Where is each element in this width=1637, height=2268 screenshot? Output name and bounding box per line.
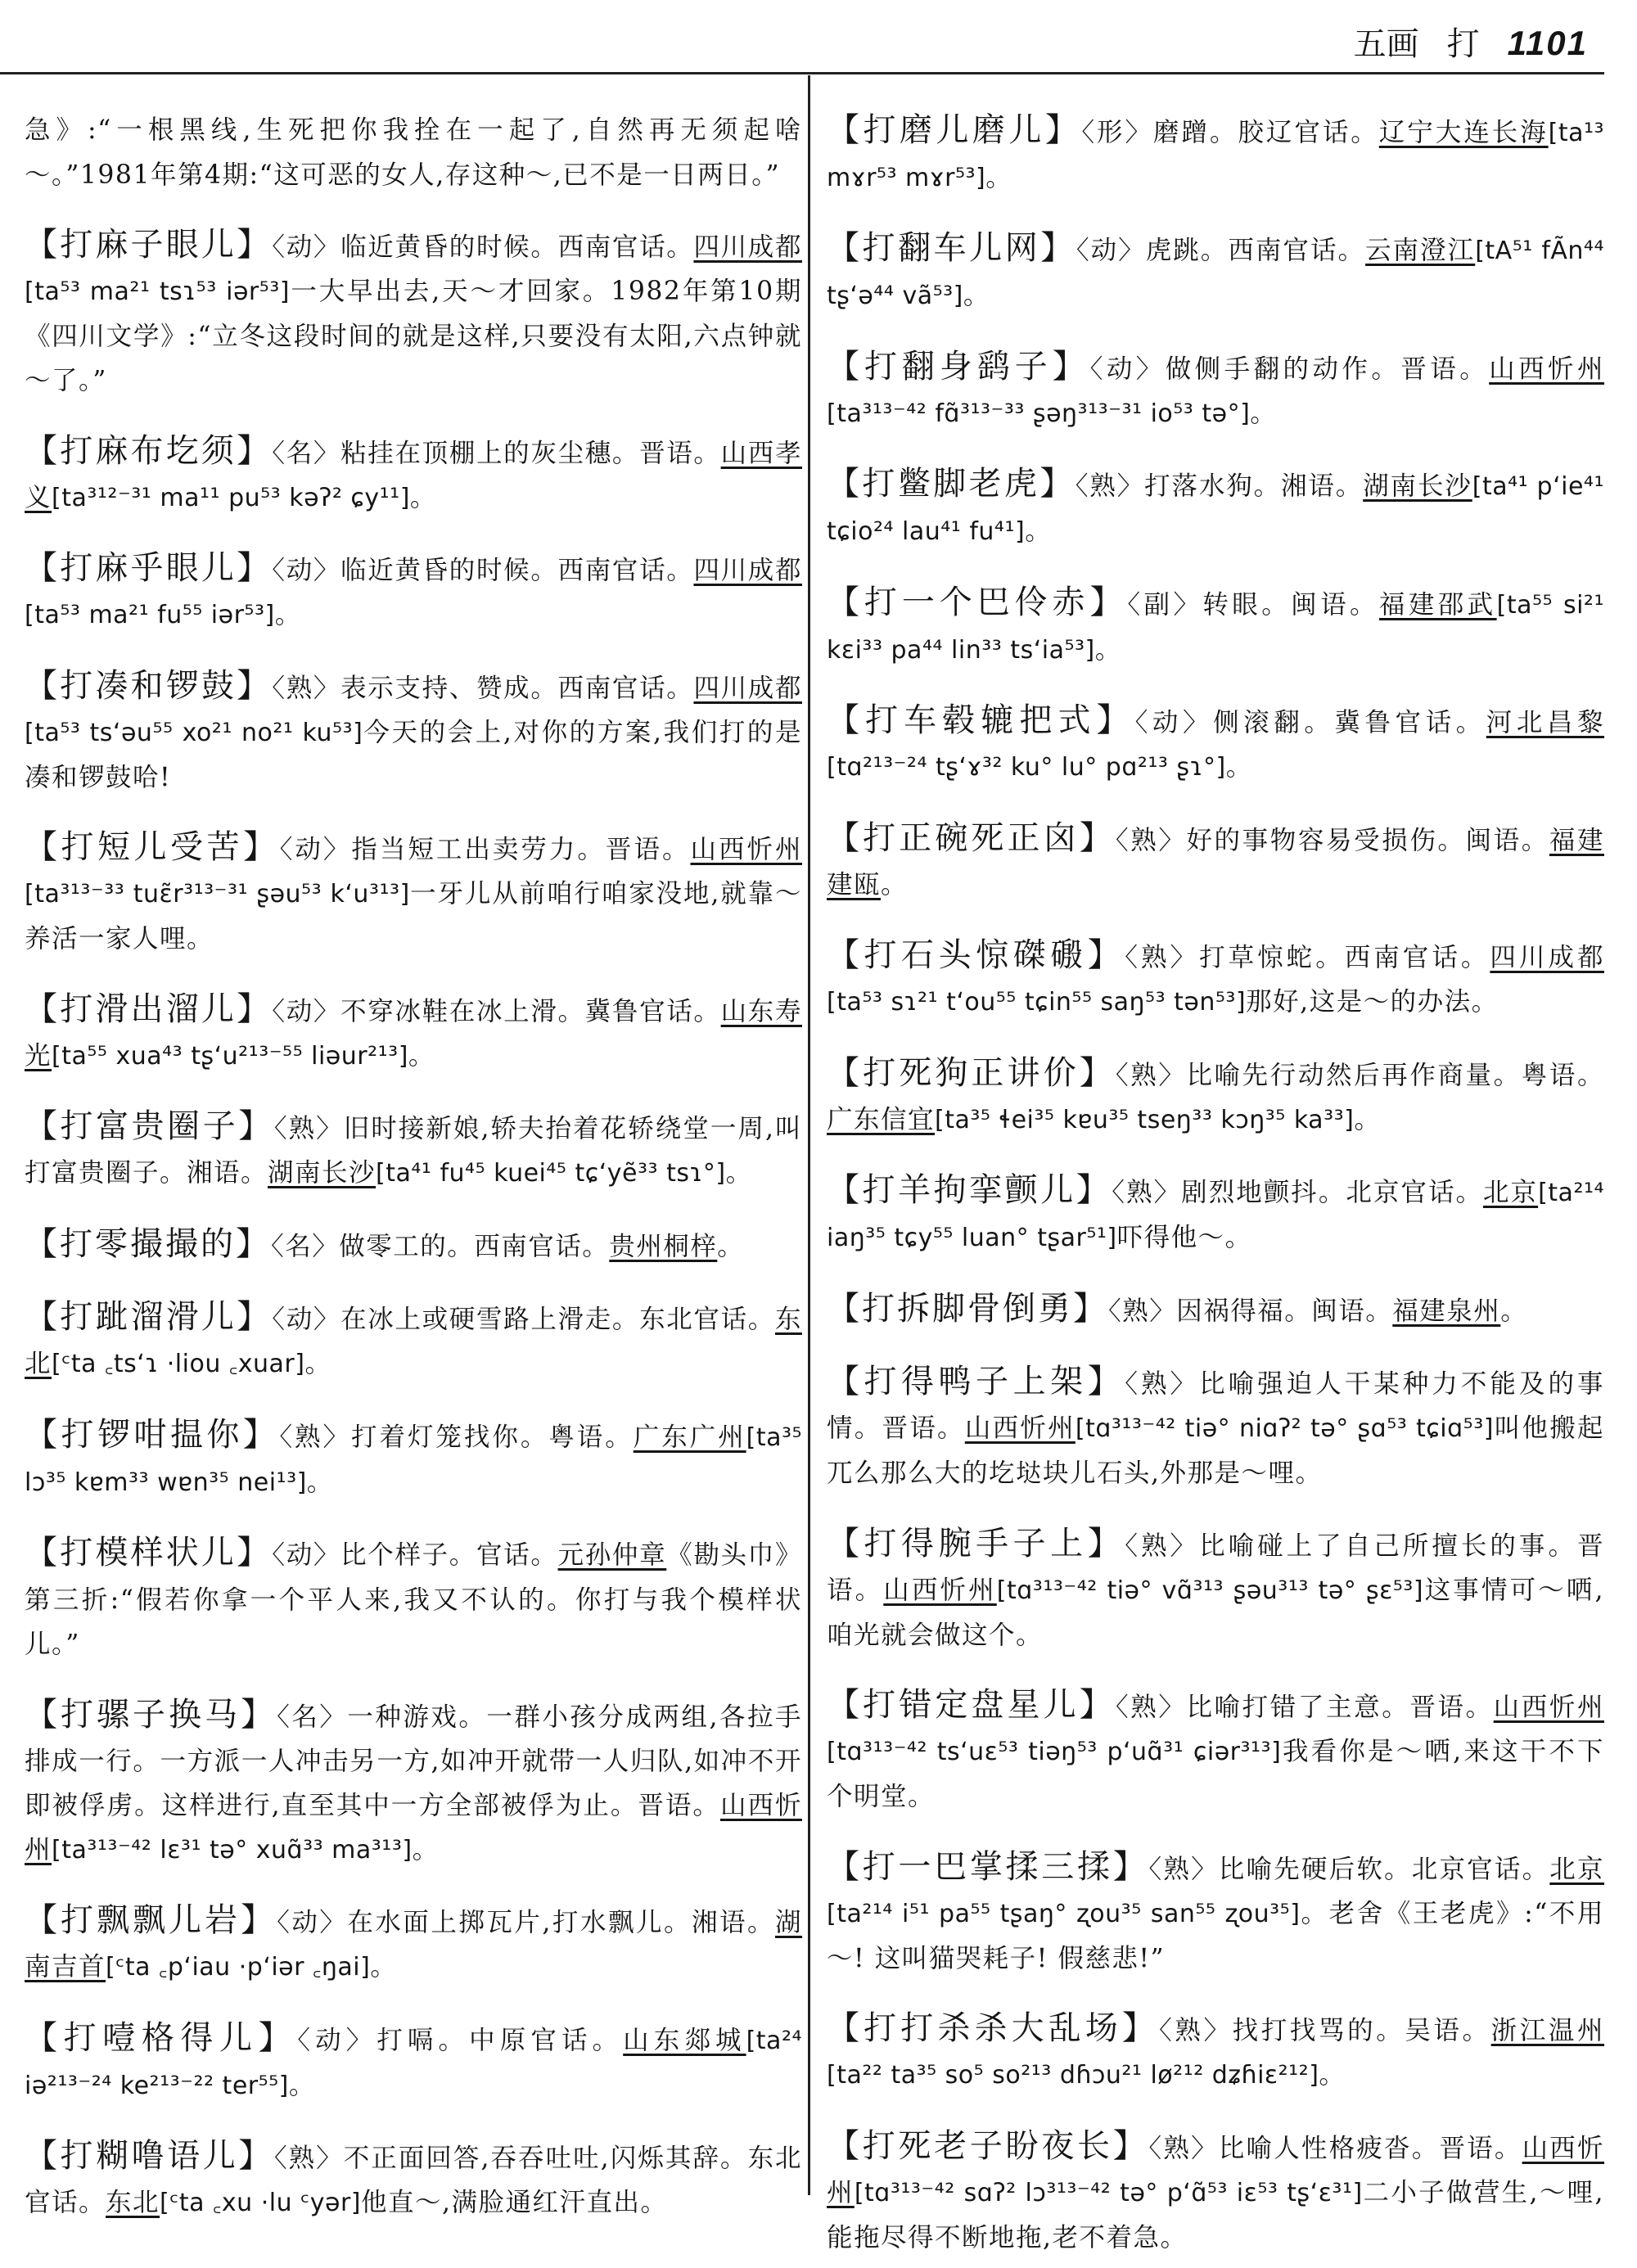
dictionary-entry: 【打磨儿磨儿】〈形〉磨蹭。胶辽官话。辽宁大连长海[ta¹³ mɤr⁵³ mɤr⁵³]。 <box>827 110 1605 192</box>
dictionary-entry: 【打跐溜滑儿】〈动〉在冰上或硬雪路上滑走。东北官话。东北[ᶜta ꜀ts‘ɿ ·liou ꜀xuar]。 <box>25 1298 802 1378</box>
dictionary-entry: 【打模样状儿】〈动〉比个样子。官话。元孙仲章《勘头巾》第三折:“假若你拿一个平人来,我又不认的。你打与我个模样状儿。” <box>25 1534 802 1659</box>
location: 山西忻州 <box>1489 354 1604 384</box>
part-of-speech: 〈名〉 <box>271 1231 340 1261</box>
dictionary-entry: 【打翻车儿网】〈动〉虎跳。西南官话。云南澄江[tA⁵¹ fÃn⁴⁴ tʂ‘ə⁴⁴ vã⁵³]。 <box>827 229 1604 310</box>
location: 山西忻州 <box>964 1414 1076 1443</box>
dictionary-entry: 【打得腕手子上】〈熟〉比喻碰上了自己所擅长的事。晋语。山西忻州[tɑ³¹³⁻⁴² tiə° vɑ̃³¹³ ʂəu³¹³ tə° ʂɛ⁵³]这事情可～哂,咱光就会做这个。 <box>827 1524 1604 1650</box>
example: 这事情可～哂,咱光就会做这个。 <box>827 1575 1604 1650</box>
pronunciation: [ta³¹³⁻³³ tuɛ̃r³¹³⁻³¹ ʂəu⁵³ k‘u³¹³] <box>25 880 410 909</box>
definition: 比喻先硬后软。北京官话。 <box>1218 1854 1550 1884</box>
headword: 打一个巴伶赤 <box>864 583 1090 621</box>
location: 贵州桐梓 <box>609 1231 718 1261</box>
pronunciation: [ta²⁴ iə²¹³⁻²⁴ ke²¹³⁻²² ter⁵⁵] <box>25 2026 802 2100</box>
dictionary-entry: 【打鳖脚老虎】〈熟〉打落水狗。湘语。湖南长沙[ta⁴¹ p‘ie⁴¹ tɕio²⁴ lau⁴¹ fu⁴¹]。 <box>827 465 1604 546</box>
location: 山西孝义 <box>25 438 802 512</box>
location: 四川成都 <box>693 556 802 585</box>
part-of-speech: 〈熟〉 <box>1148 2133 1219 2163</box>
pronunciation: [ta⁵³ ma²¹ fu⁵⁵ iər⁵³] <box>25 601 275 629</box>
example: 。 <box>1025 516 1053 546</box>
definition: 剧烈地颤抖。北京官话。 <box>1181 1178 1484 1207</box>
part-of-speech: 〈动〉 <box>1134 708 1214 737</box>
part-of-speech: 〈熟〉 <box>1125 1531 1200 1561</box>
headword: 打错定盘星儿 <box>863 1686 1080 1724</box>
definition: 做零工的。西南官话。 <box>339 1231 610 1261</box>
example: 。 <box>1500 1296 1528 1326</box>
example: 今天的会上,对你的方案,我们打的是凑和锣鼓哈! <box>25 717 802 792</box>
headword: 打翻车儿网 <box>862 229 1041 267</box>
definition: 转眼。闽语。 <box>1202 589 1379 620</box>
pronunciation: [ta⁴¹ fu⁴⁵ kuei⁴⁵ tɕ‘yẽ³³ tsɿ°] <box>376 1159 726 1188</box>
definition: 指当短工出卖劳力。晋语。 <box>351 835 691 864</box>
example: 。 <box>274 600 302 629</box>
location: 北京 <box>1549 1854 1604 1884</box>
part-of-speech: 〈副〉 <box>1127 589 1203 620</box>
headword: 打麻乎眼儿 <box>60 549 237 587</box>
pronunciation: [ᶜta ꜀ts‘ɿ ·liou ꜀xuar] <box>52 1350 305 1378</box>
dictionary-entry: 【打石头惊磔磤】〈熟〉打草惊蛇。西南官话。四川成都[ta⁵³ sɿ²¹ t‘ou⁵⁵ tɕin⁵⁵ saŋ⁵³ tən⁵³]那好,这是～的办法。 <box>827 936 1604 1017</box>
example: 一大早出去,天～才回家。1982年第10期《四川文学》:“立冬这段时间的就是这样,只要没有太阳,六点钟就～了。” <box>25 277 802 395</box>
example: 。 <box>306 1467 334 1497</box>
pronunciation: [ta⁴¹ p‘ie⁴¹ tɕio²⁴ lau⁴¹ fu⁴¹] <box>827 472 1604 546</box>
example: 。 <box>304 1349 332 1378</box>
example: 。 <box>985 162 1013 192</box>
pronunciation: [ᶜta ꜀xu ·lu ᶜyər] <box>160 2189 361 2217</box>
example: 吓得他～。 <box>1116 1223 1252 1252</box>
pronunciation: [ta²² ta³⁵ so⁵ so²¹³ dɦɔu²¹ lø²¹² dʑɦiɛ²¹²] <box>827 2061 1319 2090</box>
part-of-speech: 〈名〉 <box>277 1702 348 1732</box>
location: 山西忻州 <box>25 1790 802 1864</box>
headword: 打死老子盼夜长 <box>862 2126 1113 2165</box>
definition: 因祸得福。闽语。 <box>1176 1296 1393 1326</box>
part-of-speech: 〈动〉 <box>277 1908 348 1937</box>
pronunciation: [ᶜta ꜀p‘iau ·p‘iər ꜀ŋai] <box>106 1953 371 1982</box>
pronunciation: [tɑ²¹³⁻²⁴ tʂ‘ɤ³² ku° lu° pɑ²¹³ ʂɿ°] <box>827 753 1226 782</box>
page-header <box>1354 18 1588 67</box>
definition: 比喻强迫人干某种力不能及的事情。晋语。 <box>827 1369 1604 1443</box>
headword: 打死狗正讲价 <box>863 1053 1080 1092</box>
headword: 打飘飘儿岩 <box>61 1901 241 1939</box>
headword: 打零撮撮的 <box>60 1224 236 1263</box>
part-of-speech: 〈动〉 <box>1076 236 1146 265</box>
headword: 打凑和锣鼓 <box>60 666 237 705</box>
part-of-speech: 〈熟〉 <box>273 1114 344 1143</box>
pronunciation: [ta³⁵ ɬei³⁵ kɐu³⁵ tseŋ³³ kɔŋ³⁵ ka³³] <box>935 1105 1355 1134</box>
location: 四川成都 <box>1490 943 1604 972</box>
example: 他直～,满脸通红汗直出。 <box>360 2188 668 2217</box>
example: 。 <box>1354 1104 1382 1134</box>
header-rule <box>0 72 1604 74</box>
part-of-speech: 〈动〉 <box>272 1305 341 1334</box>
part-of-speech: 〈熟〉 <box>1115 1693 1187 1722</box>
pronunciation: [tA⁵¹ fÃn⁴⁴ tʂ‘ə⁴⁴ vã⁵³] <box>827 237 1604 310</box>
dictionary-entry: 【打麻乎眼儿】〈动〉临近黄昏的时候。西南官话。四川成都[ta⁵³ ma²¹ fu⁵⁵ iər⁵³]。 <box>25 549 802 629</box>
location: 浙江温州 <box>1490 2016 1604 2045</box>
right-column <box>827 82 1604 2268</box>
pronunciation: [ta⁵⁵ si²¹ kɛi³³ pa⁴⁴ lin³³ ts‘ia⁵³] <box>827 590 1604 665</box>
example: 急》:“一根黑线,生死把你我拴在一起了,自然再无须起啥～。”1981年第4期:“这可恶的女人,存这种～,已不是一日两日。” <box>25 115 802 190</box>
example: 。 <box>881 869 909 900</box>
part-of-speech: 〈熟〉 <box>1112 1178 1182 1207</box>
example: 。 <box>1094 634 1122 665</box>
location: 东北 <box>25 1305 802 1378</box>
example: 。 <box>1225 752 1253 782</box>
location: 辽宁大连长海 <box>1378 117 1549 147</box>
part-of-speech: 〈动〉 <box>279 835 352 864</box>
definition: 临近黄昏的时候。西南官话。 <box>340 556 694 585</box>
headword: 打翻身鹞子 <box>864 347 1053 386</box>
part-of-speech: 〈熟〉 <box>1108 1296 1177 1326</box>
headword: 打车毂辘把式 <box>865 701 1097 739</box>
location: 山西忻州 <box>827 2133 1604 2207</box>
part-of-speech: 〈熟〉 <box>1159 2016 1233 2045</box>
pronunciation: [tɑ³¹³⁻⁴² ts‘uɛ⁵³ tiəŋ⁵³ p‘uɑ̃³¹ ɕiər³¹³] <box>827 1738 1282 1766</box>
location: 湖南吉首 <box>25 1908 803 1982</box>
part-of-speech: 〈形〉 <box>1081 117 1153 147</box>
definition: 不穿冰鞋在冰上滑。冀鲁官话。 <box>340 996 721 1026</box>
definition: 磨蹭。胶辽官话。 <box>1153 117 1379 147</box>
example: 。 <box>408 1040 435 1071</box>
part-of-speech: 〈熟〉 <box>1115 825 1187 855</box>
example: 。 <box>963 281 990 310</box>
definition: 找打找骂的。吴语。 <box>1232 2016 1491 2045</box>
headword: 打正碗死正囟 <box>863 818 1080 857</box>
header-char: 打 <box>1446 25 1480 63</box>
pronunciation: [tɑ³¹³⁻⁴² tiə° niɑʔ² tə° ʂɑ⁵³ tɕiɑ⁵³] <box>1075 1414 1494 1443</box>
headword: 打鳖脚老虎 <box>862 465 1040 503</box>
headword: 打噎格得儿 <box>63 2018 259 2057</box>
example: 。 <box>1319 2060 1346 2090</box>
definition: 临近黄昏的时候。西南官话。 <box>340 232 694 262</box>
location: 山西忻州 <box>690 835 802 864</box>
example: 。 <box>717 1231 745 1261</box>
dictionary-entry: 【打一巴掌揉三揉】〈熟〉比喻先硬后软。北京官话。北京[ta²¹⁴ i⁵¹ pa⁵⁵ tʂaŋ° ʐou³⁵ san⁵⁵ ʐou³⁵]。老舍《王老虎》:“不用～! 这叫猫哭耗子! 假慈悲!” <box>827 1847 1604 1973</box>
pronunciation: [ta⁵⁵ xua⁴³ tʂ‘u²¹³⁻⁵⁵ liəur²¹³] <box>52 1041 408 1071</box>
part-of-speech: 〈熟〉 <box>1148 1854 1219 1884</box>
dictionary-entry: 【打麻子眼儿】〈动〉临近黄昏的时候。西南官话。四川成都[ta⁵³ ma²¹ tsɿ⁵³ iər⁵³]一大早出去,天～才回家。1982年第10期《四川文学》:“立冬这段时间的就是这样,只要没有太阳,六点钟就～了。” <box>25 226 802 395</box>
headword: 打富贵圈子 <box>60 1107 239 1145</box>
location: 北京 <box>1483 1178 1539 1207</box>
dictionary-entry: 【打得鸭子上架】〈熟〉比喻强迫人干某种力不能及的事情。晋语。山西忻州[tɑ³¹³⁻⁴² tiə° niɑʔ² tə° ʂɑ⁵³ tɕiɑ⁵³]叫他搬起兀么那么大的圪垯块儿石头,外那是～哩。 <box>827 1363 1604 1488</box>
pronunciation: [ta²¹⁴ i⁵¹ pa⁵⁵ tʂaŋ° ʐou³⁵ san⁵⁵ ʐou³⁵] <box>827 1899 1301 1928</box>
example: 叫他搬起兀么那么大的圪垯块儿石头,外那是～哩。 <box>827 1414 1604 1488</box>
dictionary-entry: 【打滑出溜儿】〈动〉不穿冰鞋在冰上滑。冀鲁官话。山东寿光[ta⁵⁵ xua⁴³ tʂ‘u²¹³⁻⁵⁵ liəur²¹³]。 <box>25 990 802 1071</box>
dictionary-entry: 【打糊噜语儿】〈熟〉不正面回答,吞吞吐吐,闪烁其辞。东北官话。东北[ᶜta ꜀xu ·lu ᶜyər]他直～,满脸通红汗直出。 <box>25 2137 803 2217</box>
location: 四川成都 <box>693 232 802 262</box>
dictionary-entry: 【打噎格得儿】〈动〉打嗝。中原官话。山东郯城[ta²⁴ iə²¹³⁻²⁴ ke²¹³⁻²² ter⁵⁵]。 <box>25 2018 802 2100</box>
dictionary-entry: 【打打杀杀大乱场】〈熟〉找打找骂的。吴语。浙江温州[ta²² ta³⁵ so⁵ so²¹³ dɦɔu²¹ lø²¹² dʑɦiɛ²¹²]。 <box>827 2009 1604 2090</box>
example: 一牙儿从前咱行咱家没地,就靠～养活一家人哩。 <box>25 879 803 954</box>
example: 二小子做营生,～哩,能拖尽得不断地拖,老不着急。 <box>827 2177 1604 2252</box>
definition: 旧时接新娘,轿夫抬着花轿绕堂一周,叫打富贵圈子。湘语。 <box>25 1114 803 1188</box>
location: 福建邵武 <box>1378 589 1497 620</box>
left-column <box>25 82 802 2234</box>
dictionary-entry: 【打零撮撮的】〈名〉做零工的。西南官话。贵州桐梓。 <box>25 1224 745 1263</box>
dictionary-entry: 【打飘飘儿岩】〈动〉在水面上掷瓦片,打水飘儿。湘语。湖南吉首[ᶜta ꜀p‘iau ·p‘iər ꜀ŋai]。 <box>25 1901 803 1982</box>
location: 广东广州 <box>633 1422 746 1452</box>
dictionary-entry: 【打锣咁揾你】〈熟〉打着灯笼找你。粤语。广东广州[ta³⁵ lɔ³⁵ kɐm³³ wɐn³⁵ nei¹³]。 <box>25 1415 803 1497</box>
location: 福建泉州 <box>1392 1296 1501 1326</box>
example: 。老舍《王老虎》:“不用～! 这叫猫哭耗子! 假慈悲!” <box>827 1898 1604 1973</box>
pronunciation: [ta³⁵ lɔ³⁵ kɐm³³ wɐn³⁵ nei¹³] <box>25 1423 803 1497</box>
pronunciation: [ta³¹²⁻³¹ ma¹¹ pu⁵³ kəʔ² ɕy¹¹] <box>52 483 410 512</box>
pronunciation: [ta³¹³⁻⁴² lɛ³¹ tə° xuɑ̃³³ ma³¹³] <box>52 1835 413 1864</box>
dictionary-entry: 【打富贵圈子】〈熟〉旧时接新娘,轿夫抬着花轿绕堂一周,叫打富贵圈子。湘语。湖南长沙[ta⁴¹ fu⁴⁵ kuei⁴⁵ tɕ‘yẽ³³ tsɿ°]。 <box>25 1107 803 1188</box>
dictionary-entry: 【打翻身鹞子】〈动〉做侧手翻的动作。晋语。山西忻州[ta³¹³⁻⁴² fɑ̃³¹³⁻³³ ʂəŋ³¹³⁻³¹ io⁵³ tə°]。 <box>827 347 1604 428</box>
part-of-speech: 〈熟〉 <box>1115 1060 1187 1090</box>
part-of-speech: 〈动〉 <box>272 996 341 1026</box>
definition: 在水面上掷瓦片,打水飘儿。湘语。 <box>347 1908 775 1937</box>
dictionary-entry: 【打车毂辘把式】〈动〉侧滚翻。冀鲁官话。河北昌黎[tɑ²¹³⁻²⁴ tʂ‘ɤ³² ku° lu° pɑ²¹³ ʂɿ°]。 <box>827 701 1604 782</box>
dictionary-entry: 【打羊拘挛颤儿】〈熟〉剧烈地颤抖。北京官话。北京[ta²¹⁴ iaŋ³⁵ tɕy⁵⁵ luan° tʂar⁵¹]吓得他～。 <box>827 1171 1605 1252</box>
definition: 表示支持、赞成。西南官话。 <box>340 673 694 703</box>
pronunciation: [ta²¹⁴ iaŋ³⁵ tɕy⁵⁵ luan° tʂar⁵¹] <box>827 1179 1605 1252</box>
location: 东北 <box>106 2188 160 2217</box>
example: 。 <box>288 2070 316 2100</box>
pronunciation: [tɑ³¹³⁻⁴² tiə° vɑ̃³¹³ ʂəu³¹³ tə° ʂɛ⁵³] <box>996 1576 1424 1605</box>
location: 山东郯城 <box>623 2025 746 2055</box>
headword: 打骡子换马 <box>61 1695 241 1734</box>
example: 。 <box>370 1952 398 1982</box>
part-of-speech: 〈动〉 <box>1089 354 1166 384</box>
dictionary-entry: 【打一个巴伶赤】〈副〉转眼。闽语。福建邵武[ta⁵⁵ si²¹ kɛi³³ pa⁴⁴ lin³³ ts‘ia⁵³]。 <box>827 583 1604 665</box>
headword: 打跐溜滑儿 <box>60 1298 237 1336</box>
dictionary-entry: 【打短儿受苦】〈动〉指当短工出卖劳力。晋语。山西忻州[ta³¹³⁻³³ tuɛ̃r³¹³⁻³¹ ʂəu⁵³ k‘u³¹³]一牙儿从前咱行咱家没地,就靠～养活一家人哩。 <box>25 828 803 954</box>
definition: 打着灯笼找你。粤语。 <box>351 1422 634 1452</box>
location: 湖南长沙 <box>1363 471 1472 501</box>
part-of-speech: 〈熟〉 <box>1125 943 1200 972</box>
location: 山西忻州 <box>883 1575 997 1605</box>
definition: 比喻人性格疲沓。晋语。 <box>1218 2133 1522 2163</box>
dictionary-entry: 【打死老子盼夜长】〈熟〉比喻人性格疲沓。晋语。山西忻州[tɑ³¹³⁻⁴² sɑʔ² lɔ³¹³⁻⁴² tə° p‘ɑ̃⁵³ iɛ⁵³ tʂ‘ɛ³¹]二小子做营生,～哩,能拖尽得不断地拖,老不着急。 <box>827 2126 1604 2252</box>
part-of-speech: 〈熟〉 <box>272 673 341 703</box>
section-label: 五画 <box>1353 25 1419 63</box>
definition: 一种游戏。一群小孩分成两组,各拉手排成一行。一方派一人冲击另一方,如冲开就带一人归队,如冲不开即被俘虏。这样进行,直至其中一方全部被俘为止。晋语。 <box>25 1702 803 1820</box>
location: 四川成都 <box>693 673 802 703</box>
part-of-speech: 〈熟〉 <box>1125 1369 1200 1399</box>
part-of-speech: 〈熟〉 <box>273 2144 344 2173</box>
dictionary-entry <box>25 108 802 197</box>
dictionary-entry: 【打麻布圪须】〈名〉粘挂在顶棚上的灰尘穗。晋语。山西孝义[ta³¹²⁻³¹ ma¹¹ pu⁵³ kəʔ² ɕy¹¹]。 <box>25 431 802 512</box>
dictionary-entry: 【打正碗死正囟】〈熟〉好的事物容易受损伤。闽语。福建建瓯。 <box>827 818 1604 900</box>
example: 《勘头巾》第三折:“假若你拿一个平人来,我又不认的。你打与我个模样状儿。” <box>25 1540 802 1659</box>
dictionary-entry: 【打拆脚骨倒勇】〈熟〉因祸得福。闽语。福建泉州。 <box>827 1289 1528 1328</box>
dictionary-entry: 【打死狗正讲价】〈熟〉比喻先行动然后再作商量。粤语。广东信宜[ta³⁵ ɬei³⁵ kɐu³⁵ tseŋ³³ kɔŋ³⁵ ka³³]。 <box>827 1053 1604 1134</box>
example: 。 <box>725 1158 753 1188</box>
location: 河北昌黎 <box>1486 708 1604 737</box>
definition: 侧滚翻。冀鲁官话。 <box>1213 708 1486 737</box>
definition: 比喻碰上了自己所擅长的事。晋语。 <box>827 1531 1604 1605</box>
location: 湖南长沙 <box>268 1158 377 1188</box>
headword: 打得腕手子上 <box>864 1524 1088 1562</box>
pronunciation: [ta⁵³ ts‘əu⁵⁵ xo²¹ no²¹ ku⁵³] <box>25 718 363 747</box>
headword: 打拆脚骨倒勇 <box>862 1289 1073 1328</box>
definition: 粘挂在顶棚上的灰尘穗。晋语。 <box>340 438 721 468</box>
headword: 打一巴掌揉三揉 <box>862 1847 1113 1886</box>
headword: 打糊噜语儿 <box>60 2137 239 2175</box>
headword: 打短儿受苦 <box>61 828 244 866</box>
location: 广东信宜 <box>827 1104 936 1134</box>
definition: 好的事物容易受损伤。闽语。 <box>1186 825 1549 855</box>
location: 福建建瓯 <box>827 825 1604 900</box>
dictionary-entry: 【打错定盘星儿】〈熟〉比喻打错了主意。晋语。山西忻州[tɑ³¹³⁻⁴² ts‘uɛ⁵³ tiəŋ⁵³ p‘uɑ̃³¹ ɕiər³¹³]我看你是～哂,来这干不下个明堂。 <box>827 1686 1604 1811</box>
definition: 打草惊蛇。西南官话。 <box>1199 943 1490 972</box>
part-of-speech: 〈动〉 <box>272 1540 341 1570</box>
page-number: 1101 <box>1507 24 1588 62</box>
pronunciation: [ta¹³ mɤr⁵³ mɤr⁵³] <box>827 118 1605 192</box>
location: 元孙仲章 <box>557 1540 667 1570</box>
example: 。 <box>1250 398 1278 428</box>
part-of-speech: 〈动〉 <box>272 232 341 262</box>
headword: 打模样状儿 <box>60 1534 237 1571</box>
definition: 虎跳。西南官话。 <box>1145 236 1366 265</box>
headword: 打磨儿磨儿 <box>863 110 1045 149</box>
part-of-speech: 〈熟〉 <box>1075 471 1145 501</box>
headword: 打滑出溜儿 <box>60 990 237 1028</box>
example: 那好,这是～的办法。 <box>1246 987 1499 1017</box>
example: 。 <box>409 482 437 512</box>
example: 。 <box>412 1834 440 1864</box>
headword: 打得鸭子上架 <box>864 1363 1088 1400</box>
definition: 比个样子。官话。 <box>340 1540 558 1570</box>
definition: 比喻先行动然后再作商量。粤语。 <box>1186 1060 1604 1090</box>
pronunciation: [ta⁵³ sɿ²¹ t‘ou⁵⁵ tɕin⁵⁵ saŋ⁵³ tən⁵³] <box>827 988 1247 1017</box>
headword: 打石头惊磔磤 <box>864 936 1088 974</box>
part-of-speech: 〈熟〉 <box>279 1422 351 1452</box>
definition: 打落水狗。湘语。 <box>1144 471 1364 501</box>
definition: 比喻打错了主意。晋语。 <box>1186 1693 1494 1722</box>
headword: 打麻子眼儿 <box>60 226 237 264</box>
part-of-speech: 〈名〉 <box>272 438 341 468</box>
pronunciation: [ta⁵³ ma²¹ tsɿ⁵³ iər⁵³] <box>25 277 291 306</box>
definition: 在冰上或硬雪路上滑走。东北官话。 <box>340 1305 775 1334</box>
dictionary-entry: 【打凑和锣鼓】〈熟〉表示支持、赞成。西南官话。四川成都[ta⁵³ ts‘əu⁵⁵ xo²¹ no²¹ ku⁵³]今天的会上,对你的方案,我们打的是凑和锣鼓哈! <box>25 666 802 792</box>
location: 云南澄江 <box>1365 236 1476 265</box>
headword: 打麻布圪须 <box>60 431 237 470</box>
example: 我看你是～哂,来这干不下个明堂。 <box>827 1737 1604 1811</box>
headword: 打羊拘挛颤儿 <box>862 1171 1076 1209</box>
part-of-speech: 〈动〉 <box>272 556 341 585</box>
definition: 打嗝。中原官话。 <box>377 2025 624 2055</box>
pronunciation: [tɑ³¹³⁻⁴² sɑʔ² lɔ³¹³⁻⁴² tə° p‘ɑ̃⁵³ iɛ⁵³ tʂ‘ɛ³¹] <box>854 2178 1363 2207</box>
dictionary-entry: 【打骡子换马】〈名〉一种游戏。一群小孩分成两组,各拉手排成一行。一方派一人冲击另一方,如冲开就带一人归队,如冲不开即被俘虏。这样进行,直至其中一方全部被俘为止。晋语。山西忻州[ta³¹³⁻⁴² lɛ³¹ tə° xuɑ̃³³ ma³¹³]。 <box>25 1695 803 1864</box>
definition: 不正面回答,吞吞吐吐,闪烁其辞。东北官话。 <box>25 2144 803 2217</box>
column-divider <box>808 75 810 2195</box>
location: 山东寿光 <box>25 996 802 1071</box>
headword: 打锣咁揾你 <box>61 1415 243 1454</box>
headword: 打打杀杀大乱场 <box>864 2009 1122 2047</box>
location: 山西忻州 <box>1493 1693 1604 1722</box>
definition: 做侧手翻的动作。晋语。 <box>1165 354 1490 384</box>
pronunciation: [ta³¹³⁻⁴² fɑ̃³¹³⁻³³ ʂəŋ³¹³⁻³¹ io⁵³ tə°] <box>827 399 1251 428</box>
part-of-speech: 〈动〉 <box>297 2025 377 2055</box>
